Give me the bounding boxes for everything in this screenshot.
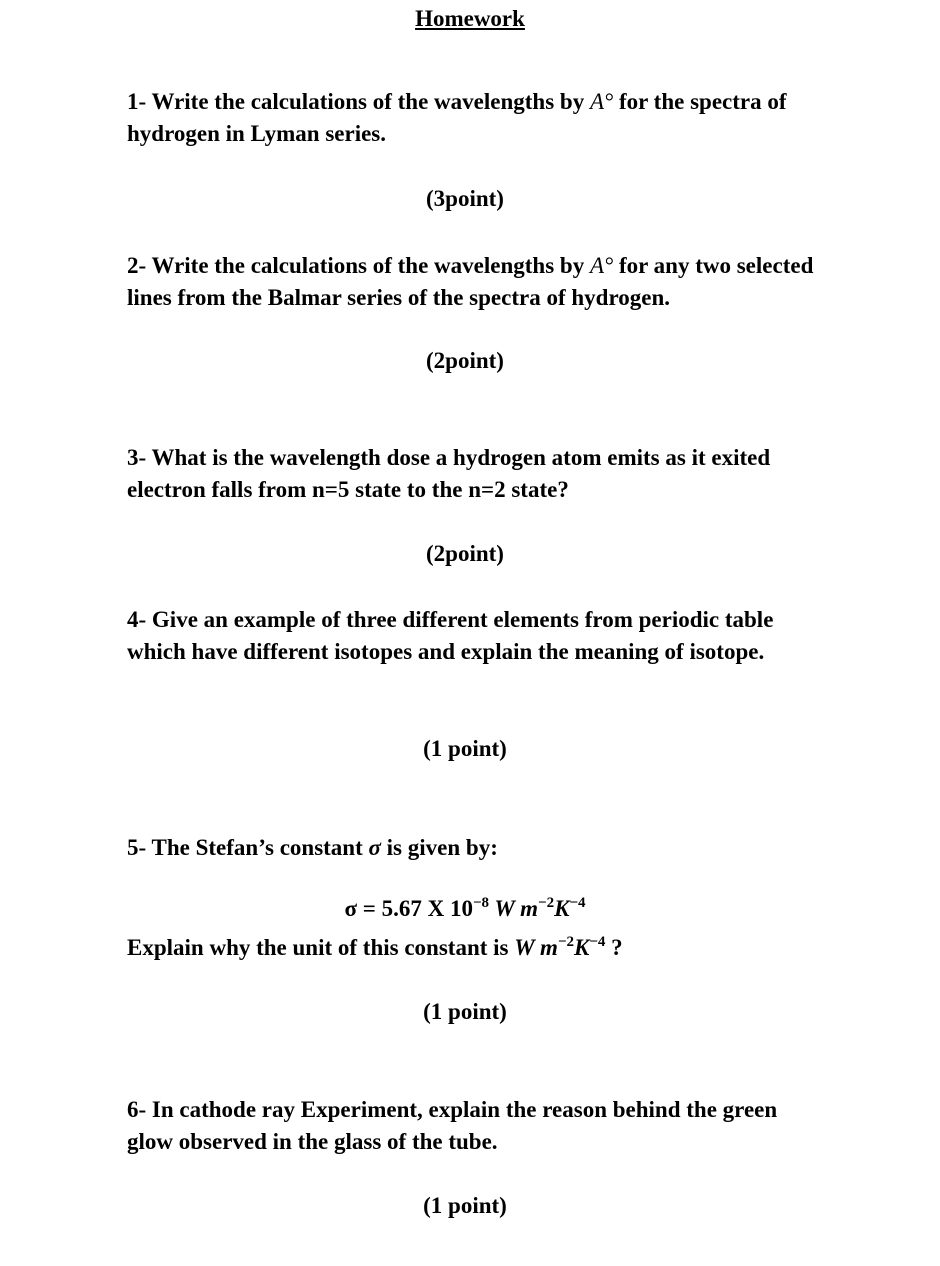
question-5-points: (1 point)	[423, 999, 507, 1024]
question-5: 5- The Stefan’s constant σ is given by:	[127, 835, 498, 860]
question-2: 2- Write the calculations of the wavelengths by A° for any two selected lines from the Balmar series of the spectra of hydrogen.	[127, 253, 814, 310]
angstrom-unit: A°	[589, 253, 614, 278]
question-1: 1- Write the calculations of the wavelengths by A° for the spectra of hydrogen in Lyman series.	[127, 89, 787, 146]
question-3-points: (2point)	[426, 541, 504, 566]
stefan-formula: σ = 5.67 X $10^{-8}$ W $m^{-2}K^{-4}$	[344, 895, 586, 921]
question-4: 4- Give an example of three different elements from periodic table which have different isotopes and explain the meaning of isotope.	[127, 607, 774, 664]
question-5-explain: Explain why the unit of this constant is W $m^{-2}K^{-4}$ ?	[127, 934, 623, 960]
angstrom-unit: A°	[589, 89, 614, 114]
question-6: 6- In cathode ray Experiment, explain the reason behind the green glow observed in the glass of the tube.	[127, 1097, 778, 1154]
question-2-points: (2point)	[426, 348, 504, 373]
question-6-points: (1 point)	[423, 1193, 507, 1218]
page-title: Homework	[415, 6, 525, 31]
sigma-symbol: σ	[368, 835, 381, 860]
question-1-points: (3point)	[426, 186, 504, 211]
question-3: 3- What is the wavelength dose a hydrogen atom emits as it exited electron falls from n=5 state to the n=2 state?	[127, 445, 771, 502]
question-4-points: (1 point)	[423, 736, 507, 761]
